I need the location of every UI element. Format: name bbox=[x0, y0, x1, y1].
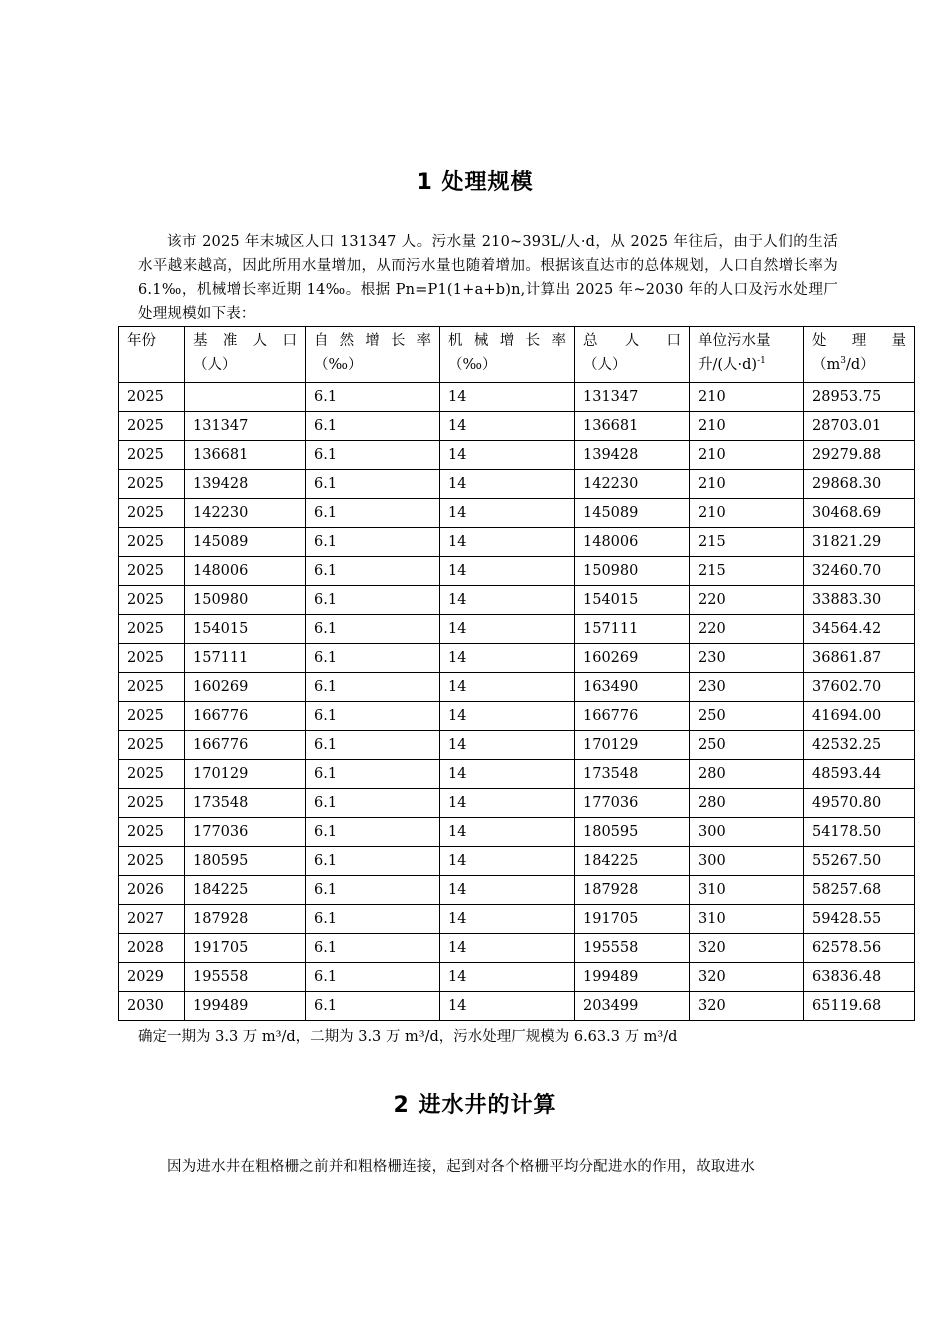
cell-treatment-volume: 30468.69 bbox=[804, 499, 915, 528]
section-2-paragraph: 因为进水井在粗格栅之前并和粗格栅连接，起到对各个格栅平均分配进水的作用，故取进水 bbox=[167, 1159, 755, 1175]
cell-total-population: 191705 bbox=[575, 905, 690, 934]
cell-natural-rate: 6.1 bbox=[306, 934, 440, 963]
cell-natural-rate: 6.1 bbox=[306, 760, 440, 789]
cell-unit-sewage: 320 bbox=[690, 934, 804, 963]
cell-year: 2025 bbox=[119, 470, 185, 499]
cell-base-population: 173548 bbox=[185, 789, 306, 818]
cell-year: 2025 bbox=[119, 557, 185, 586]
cell-year: 2025 bbox=[119, 615, 185, 644]
cell-unit-sewage: 310 bbox=[690, 876, 804, 905]
cell-mechanical-rate: 14 bbox=[440, 992, 575, 1021]
cell-unit-sewage: 210 bbox=[690, 470, 804, 499]
cell-mechanical-rate: 14 bbox=[440, 760, 575, 789]
cell-treatment-volume: 48593.44 bbox=[804, 760, 915, 789]
cell-unit-sewage: 230 bbox=[690, 673, 804, 702]
cell-year: 2029 bbox=[119, 963, 185, 992]
cell-mechanical-rate: 14 bbox=[440, 731, 575, 760]
table-row bbox=[119, 963, 915, 992]
cell-year: 2025 bbox=[119, 441, 185, 470]
header-base-population: 基 准 人 口 （人） bbox=[185, 327, 306, 383]
cell-mechanical-rate: 14 bbox=[440, 934, 575, 963]
section-2-title: 2 进水井的计算 bbox=[393, 1093, 557, 1118]
cell-mechanical-rate: 14 bbox=[440, 412, 575, 441]
table-row bbox=[119, 992, 915, 1021]
cell-mechanical-rate: 14 bbox=[440, 905, 575, 934]
cell-unit-sewage: 210 bbox=[690, 383, 804, 412]
cell-year: 2026 bbox=[119, 876, 185, 905]
cell-base-population: 187928 bbox=[185, 905, 306, 934]
cell-unit-sewage: 210 bbox=[690, 412, 804, 441]
cell-total-population: 154015 bbox=[575, 586, 690, 615]
cell-unit-sewage: 230 bbox=[690, 644, 804, 673]
cell-unit-sewage: 210 bbox=[690, 499, 804, 528]
cell-mechanical-rate: 14 bbox=[440, 673, 575, 702]
cell-natural-rate: 6.1 bbox=[306, 499, 440, 528]
cell-treatment-volume: 33883.30 bbox=[804, 586, 915, 615]
cell-mechanical-rate: 14 bbox=[440, 557, 575, 586]
cell-year: 2025 bbox=[119, 586, 185, 615]
cell-year: 2025 bbox=[119, 702, 185, 731]
cell-year: 2027 bbox=[119, 905, 185, 934]
header-mechanical-growth-rate: 机 械 增 长 率 （‰） bbox=[440, 327, 575, 383]
cell-total-population: 195558 bbox=[575, 934, 690, 963]
cell-total-population: 173548 bbox=[575, 760, 690, 789]
cell-natural-rate: 6.1 bbox=[306, 818, 440, 847]
cell-mechanical-rate: 14 bbox=[440, 847, 575, 876]
cell-natural-rate: 6.1 bbox=[306, 992, 440, 1021]
table-row bbox=[119, 818, 915, 847]
cell-mechanical-rate: 14 bbox=[440, 615, 575, 644]
cell-base-population: 142230 bbox=[185, 499, 306, 528]
table-row bbox=[119, 731, 915, 760]
cell-treatment-volume: 62578.56 bbox=[804, 934, 915, 963]
cell-year: 2025 bbox=[119, 731, 185, 760]
cell-unit-sewage: 215 bbox=[690, 557, 804, 586]
cell-mechanical-rate: 14 bbox=[440, 876, 575, 905]
cell-treatment-volume: 31821.29 bbox=[804, 528, 915, 557]
table-row bbox=[119, 615, 915, 644]
cell-total-population: 150980 bbox=[575, 557, 690, 586]
cell-treatment-volume: 55267.50 bbox=[804, 847, 915, 876]
cell-base-population: 136681 bbox=[185, 441, 306, 470]
cell-natural-rate: 6.1 bbox=[306, 470, 440, 499]
cell-natural-rate: 6.1 bbox=[306, 731, 440, 760]
cell-treatment-volume: 41694.00 bbox=[804, 702, 915, 731]
table-row bbox=[119, 499, 915, 528]
table-row bbox=[119, 934, 915, 963]
table-row bbox=[119, 876, 915, 905]
cell-mechanical-rate: 14 bbox=[440, 586, 575, 615]
cell-total-population: 180595 bbox=[575, 818, 690, 847]
cell-natural-rate: 6.1 bbox=[306, 441, 440, 470]
cell-year: 2025 bbox=[119, 644, 185, 673]
table-row bbox=[119, 702, 915, 731]
cell-total-population: 157111 bbox=[575, 615, 690, 644]
cell-unit-sewage: 215 bbox=[690, 528, 804, 557]
cell-base-population: 139428 bbox=[185, 470, 306, 499]
cell-year: 2025 bbox=[119, 847, 185, 876]
cell-natural-rate: 6.1 bbox=[306, 702, 440, 731]
cell-total-population: 184225 bbox=[575, 847, 690, 876]
cell-natural-rate: 6.1 bbox=[306, 847, 440, 876]
table-header-row bbox=[119, 327, 915, 383]
cell-total-population: 145089 bbox=[575, 499, 690, 528]
cell-treatment-volume: 32460.70 bbox=[804, 557, 915, 586]
cell-natural-rate: 6.1 bbox=[306, 789, 440, 818]
cell-treatment-volume: 34564.42 bbox=[804, 615, 915, 644]
cell-total-population: 177036 bbox=[575, 789, 690, 818]
table-row bbox=[119, 789, 915, 818]
table-row bbox=[119, 905, 915, 934]
cell-year: 2030 bbox=[119, 992, 185, 1021]
cell-natural-rate: 6.1 bbox=[306, 383, 440, 412]
cell-mechanical-rate: 14 bbox=[440, 499, 575, 528]
table-row bbox=[119, 383, 915, 412]
cell-total-population: 170129 bbox=[575, 731, 690, 760]
table-row bbox=[119, 760, 915, 789]
cell-treatment-volume: 59428.55 bbox=[804, 905, 915, 934]
cell-year: 2025 bbox=[119, 789, 185, 818]
cell-base-population: 145089 bbox=[185, 528, 306, 557]
header-unit-sewage: 单位污水量 升/(人·d)$^{-1}$ bbox=[690, 327, 804, 383]
header-treatment-volume: 处 理 量 $(m^3/d)$ bbox=[804, 327, 915, 383]
cell-treatment-volume: 29279.88 bbox=[804, 441, 915, 470]
cell-mechanical-rate: 14 bbox=[440, 963, 575, 992]
cell-base-population: 157111 bbox=[185, 644, 306, 673]
cell-unit-sewage: 320 bbox=[690, 992, 804, 1021]
cell-natural-rate: 6.1 bbox=[306, 644, 440, 673]
cell-natural-rate: 6.1 bbox=[306, 673, 440, 702]
cell-unit-sewage: 300 bbox=[690, 847, 804, 876]
cell-total-population: 131347 bbox=[575, 383, 690, 412]
cell-natural-rate: 6.1 bbox=[306, 905, 440, 934]
cell-base-population: 166776 bbox=[185, 702, 306, 731]
cell-treatment-volume: 37602.70 bbox=[804, 673, 915, 702]
header-natural-growth-rate: 自 然 增 长 率 （‰） bbox=[306, 327, 440, 383]
cell-year: 2025 bbox=[119, 528, 185, 557]
cell-base-population: 195558 bbox=[185, 963, 306, 992]
cell-total-population: 142230 bbox=[575, 470, 690, 499]
cell-total-population: 136681 bbox=[575, 412, 690, 441]
table-row bbox=[119, 847, 915, 876]
cell-base-population: 199489 bbox=[185, 992, 306, 1021]
cell-mechanical-rate: 14 bbox=[440, 818, 575, 847]
cell-year: 2025 bbox=[119, 818, 185, 847]
cell-unit-sewage: 210 bbox=[690, 441, 804, 470]
cell-year: 2025 bbox=[119, 673, 185, 702]
cell-base-population: 184225 bbox=[185, 876, 306, 905]
cell-unit-sewage: 280 bbox=[690, 789, 804, 818]
cell-year: 2025 bbox=[119, 760, 185, 789]
cell-total-population: 148006 bbox=[575, 528, 690, 557]
cell-base-population bbox=[185, 383, 306, 412]
cell-natural-rate: 6.1 bbox=[306, 963, 440, 992]
cell-mechanical-rate: 14 bbox=[440, 383, 575, 412]
cell-total-population: 199489 bbox=[575, 963, 690, 992]
cell-unit-sewage: 310 bbox=[690, 905, 804, 934]
cell-treatment-volume: 42532.25 bbox=[804, 731, 915, 760]
cell-base-population: 170129 bbox=[185, 760, 306, 789]
table-row bbox=[119, 528, 915, 557]
cell-mechanical-rate: 14 bbox=[440, 789, 575, 818]
table-body bbox=[119, 383, 915, 1021]
table-row bbox=[119, 441, 915, 470]
cell-mechanical-rate: 14 bbox=[440, 702, 575, 731]
cell-total-population: 203499 bbox=[575, 992, 690, 1021]
cell-year: 2025 bbox=[119, 412, 185, 441]
cell-total-population: 163490 bbox=[575, 673, 690, 702]
table-row bbox=[119, 412, 915, 441]
cell-total-population: 139428 bbox=[575, 441, 690, 470]
cell-total-population: 187928 bbox=[575, 876, 690, 905]
cell-treatment-volume: 54178.50 bbox=[804, 818, 915, 847]
cell-natural-rate: 6.1 bbox=[306, 876, 440, 905]
cell-base-population: 148006 bbox=[185, 557, 306, 586]
section-1-title: 1 处理规模 bbox=[416, 170, 534, 195]
table-row bbox=[119, 673, 915, 702]
cell-base-population: 166776 bbox=[185, 731, 306, 760]
cell-base-population: 180595 bbox=[185, 847, 306, 876]
cell-natural-rate: 6.1 bbox=[306, 615, 440, 644]
cell-mechanical-rate: 14 bbox=[440, 470, 575, 499]
cell-natural-rate: 6.1 bbox=[306, 412, 440, 441]
cell-treatment-volume: 28953.75 bbox=[804, 383, 915, 412]
cell-base-population: 191705 bbox=[185, 934, 306, 963]
cell-mechanical-rate: 14 bbox=[440, 528, 575, 557]
cell-mechanical-rate: 14 bbox=[440, 441, 575, 470]
cell-unit-sewage: 220 bbox=[690, 615, 804, 644]
cell-treatment-volume: 58257.68 bbox=[804, 876, 915, 905]
cell-unit-sewage: 280 bbox=[690, 760, 804, 789]
cell-base-population: 160269 bbox=[185, 673, 306, 702]
header-total-population: 总 人 口 （人） bbox=[575, 327, 690, 383]
cell-unit-sewage: 300 bbox=[690, 818, 804, 847]
cell-treatment-volume: 28703.01 bbox=[804, 412, 915, 441]
population-sewage-table bbox=[118, 326, 915, 1021]
cell-treatment-volume: 36861.87 bbox=[804, 644, 915, 673]
table-row bbox=[119, 470, 915, 499]
cell-unit-sewage: 320 bbox=[690, 963, 804, 992]
table-row bbox=[119, 644, 915, 673]
cell-treatment-volume: 63836.48 bbox=[804, 963, 915, 992]
cell-base-population: 131347 bbox=[185, 412, 306, 441]
table-row bbox=[119, 557, 915, 586]
cell-total-population: 160269 bbox=[575, 644, 690, 673]
header-year: 年份 bbox=[119, 327, 185, 383]
cell-treatment-volume: 49570.80 bbox=[804, 789, 915, 818]
cell-treatment-volume: 29868.30 bbox=[804, 470, 915, 499]
cell-mechanical-rate: 14 bbox=[440, 644, 575, 673]
cell-base-population: 154015 bbox=[185, 615, 306, 644]
cell-year: 2025 bbox=[119, 383, 185, 412]
cell-unit-sewage: 250 bbox=[690, 702, 804, 731]
cell-year: 2025 bbox=[119, 499, 185, 528]
cell-unit-sewage: 250 bbox=[690, 731, 804, 760]
cell-natural-rate: 6.1 bbox=[306, 586, 440, 615]
table-row bbox=[119, 586, 915, 615]
section-1-paragraph: 该市 2025 年末城区人口 131347 人。污水量 210~393L/人·d，从 2025 年往后，由于人们的生活水平越来越高，因此所用水量增加，从而污水量也随着增加。根据该直达市的总体规划，人口自然增长率为 6.1‰，机械增长率近期 14‰。根据 Pn=P1(1+a+b)n,计算出 2025 年~2030 年的人口及污水处理厂处理规模如下表： bbox=[138, 234, 838, 322]
cell-base-population: 150980 bbox=[185, 586, 306, 615]
cell-year: 2028 bbox=[119, 934, 185, 963]
cell-total-population: 166776 bbox=[575, 702, 690, 731]
cell-unit-sewage: 220 bbox=[690, 586, 804, 615]
cell-natural-rate: 6.1 bbox=[306, 557, 440, 586]
cell-natural-rate: 6.1 bbox=[306, 528, 440, 557]
cell-treatment-volume: 65119.68 bbox=[804, 992, 915, 1021]
table-note: 确定一期为 3.3 万 m³/d，二期为 3.3 万 m³/d，污水处理厂规模为 6.63.3 万 m³/d bbox=[138, 1029, 678, 1045]
cell-base-population: 177036 bbox=[185, 818, 306, 847]
